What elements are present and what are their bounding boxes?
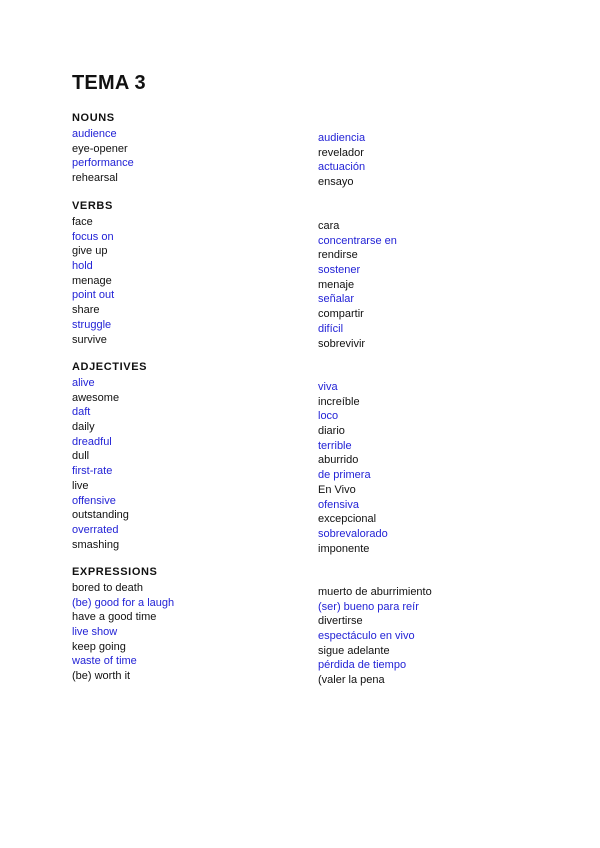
spanish-translation: sobrevivir [318, 337, 366, 350]
english-term: bored to death [72, 582, 143, 594]
spanish-translation: imponente [318, 542, 370, 555]
spanish-translation: aburrido [318, 454, 359, 467]
spanish-translation: audiencia [318, 132, 366, 144]
english-term: first-rate [72, 465, 113, 478]
english-term: outstanding [72, 509, 129, 522]
spanish-translation: ofensiva [318, 498, 359, 511]
english-term: awesome [72, 391, 120, 404]
english-term: rehearsal [72, 172, 118, 185]
spanish-translation: diario [318, 425, 345, 438]
english-term: struggle [72, 318, 112, 331]
spanish-translation: sostener [318, 264, 361, 277]
english-term: (be) good for a laugh [72, 596, 175, 609]
english-term: survive [72, 333, 107, 346]
spanish-translation: cara [318, 220, 340, 232]
english-term: focus on [72, 230, 114, 243]
english-term: keep going [72, 640, 126, 653]
english-term: daft [72, 406, 91, 419]
expressions-spanish-column [318, 585, 432, 688]
nouns-english-column [72, 127, 134, 186]
english-term: alive [72, 377, 95, 389]
spanish-translation: increíble [318, 395, 360, 408]
english-term: daily [72, 421, 95, 434]
english-term: (be) worth it [72, 670, 131, 683]
english-term: audience [72, 128, 117, 140]
english-term: hold [72, 260, 93, 273]
spanish-translation: terrible [318, 439, 352, 452]
english-term: waste of time [72, 655, 137, 668]
adjectives-english-column [72, 376, 129, 552]
spanish-translation: compartir [318, 308, 364, 321]
spanish-translation: revelador [318, 146, 364, 159]
adjectives-spanish-column [318, 380, 388, 556]
english-term: eye-opener [72, 142, 128, 155]
english-term: dreadful [72, 435, 112, 448]
spanish-translation: sigue adelante [318, 644, 390, 657]
spanish-translation: (ser) bueno para reír [318, 600, 419, 613]
spanish-translation: pérdida de tiempo [318, 659, 407, 672]
english-term: dull [72, 450, 90, 463]
english-term: offensive [72, 494, 116, 507]
spanish-translation: rendirse [318, 249, 358, 262]
spanish-translation: espectáculo en vivo [318, 630, 415, 643]
spanish-translation: En Vivo [318, 483, 356, 496]
spanish-translation: ensayo [318, 176, 354, 189]
english-term: overrated [72, 523, 119, 536]
spanish-translation: señalar [318, 293, 355, 306]
verbs-spanish-column [318, 219, 397, 351]
english-term: share [72, 304, 100, 317]
section-heading-nouns: NOUNS [72, 112, 115, 124]
spanish-translation: menaje [318, 278, 355, 291]
spanish-translation: actuación [318, 161, 366, 174]
english-term: give up [72, 245, 108, 258]
spanish-translation: sobrevalorado [318, 527, 388, 540]
english-term: performance [72, 157, 134, 170]
spanish-translation: concentrarse en [318, 234, 397, 247]
english-term: have a good time [72, 611, 157, 624]
spanish-translation: difícil [318, 322, 344, 335]
section-heading-verbs: VERBS [72, 200, 113, 212]
english-term: face [72, 216, 93, 228]
english-term: point out [72, 289, 115, 302]
section-heading-adjectives: ADJECTIVES [72, 361, 148, 373]
verbs-english-column [72, 215, 114, 347]
spanish-translation: loco [318, 410, 339, 423]
spanish-translation: divertirse [318, 615, 363, 628]
expressions-english-column [72, 581, 174, 684]
english-term: smashing [72, 538, 120, 551]
english-term: menage [72, 274, 112, 287]
page-title: TEMA 3 [72, 72, 146, 94]
spanish-translation: excepcional [318, 513, 377, 526]
spanish-translation: muerto de aburrimiento [318, 586, 432, 598]
english-term: live show [72, 626, 118, 639]
english-term: live [72, 479, 89, 492]
spanish-translation: de primera [318, 469, 371, 482]
spanish-translation: (valer la pena [318, 674, 385, 687]
spanish-translation: viva [318, 381, 338, 393]
nouns-spanish-column [318, 131, 365, 190]
section-heading-expressions: EXPRESSIONS [72, 566, 158, 578]
